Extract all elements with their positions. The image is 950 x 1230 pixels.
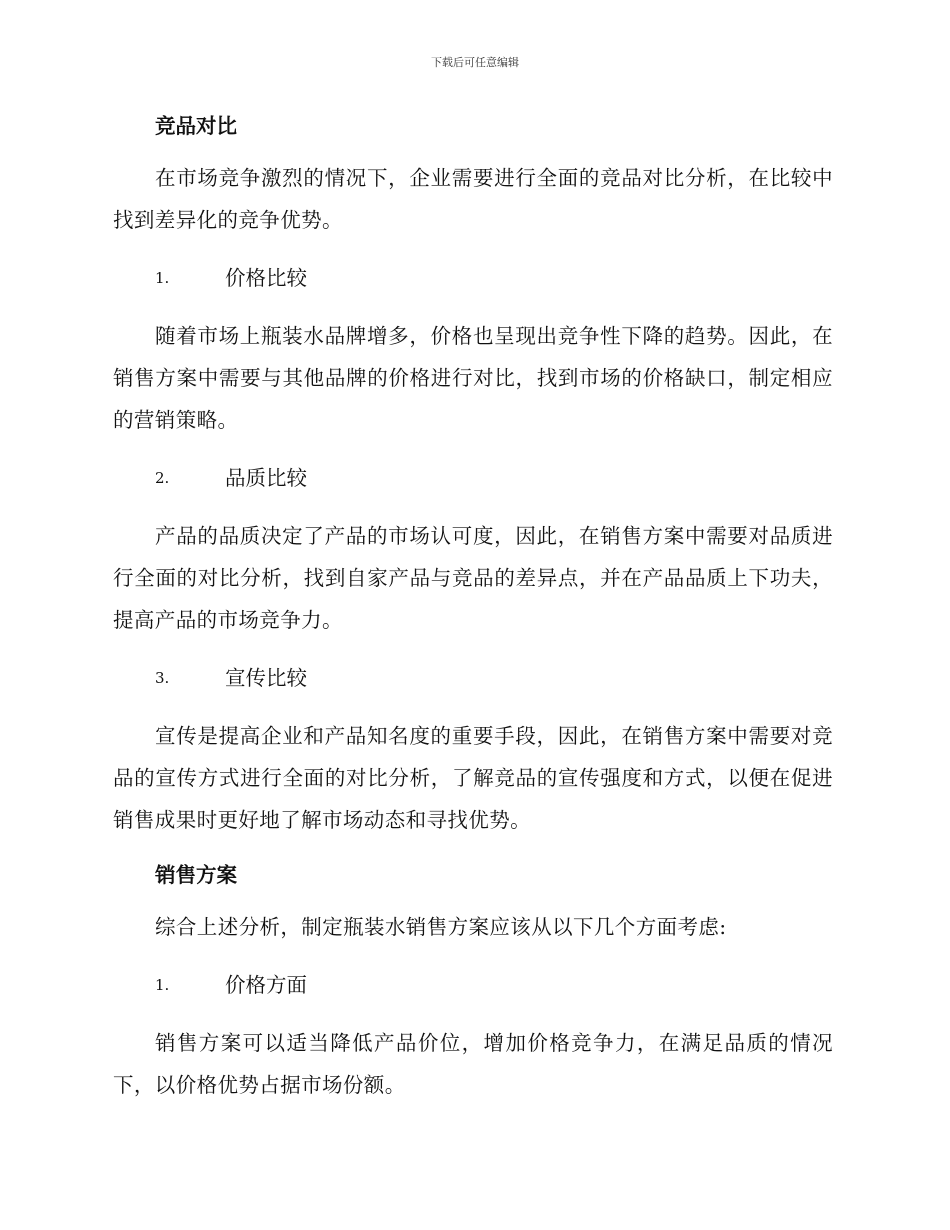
- list-item-price-compare: [113, 257, 833, 299]
- page-header: 下载后可任意编辑: [431, 56, 519, 69]
- list-number: 2.: [155, 469, 170, 487]
- section-heading-compare: 竞品对比: [155, 114, 237, 138]
- list-number: 1.: [155, 269, 170, 287]
- list-label: 价格方面: [225, 973, 307, 997]
- promotion-compare-paragraph: 宣传是提高企业和产品知名度的重要手段，因此，在销售方案中需要对竞品的宣传方式进行全面的对比分析，了解竞品的宣传强度和方式，以便在促进销售成果时更好地了解市场动态和寻找优势。: [113, 724, 833, 832]
- compare-intro-paragraph: 在市场竞争激烈的情况下，企业需要进行全面的竞品对比分析，在比较中找到差异化的竞争优势。: [113, 166, 833, 232]
- plan-intro-paragraph: 综合上述分析，制定瓶装水销售方案应该从以下几个方面考虑:: [155, 915, 727, 939]
- list-label: 价格比较: [225, 266, 307, 290]
- list-item-promotion-compare: [113, 657, 833, 699]
- list-item-price-aspect: [113, 964, 833, 1006]
- list-label: 宣传比较: [225, 666, 307, 690]
- price-aspect-paragraph: 销售方案可以适当降低产品价位，增加价格竞争力，在满足品质的情况下，以价格优势占据市场份额。: [113, 1031, 833, 1097]
- price-compare-paragraph: 随着市场上瓶装水品牌增多，价格也呈现出竞争性下降的趋势。因此，在销售方案中需要与其他品牌的价格进行对比，找到市场的价格缺口，制定相应的营销策略。: [113, 324, 833, 432]
- list-number: 3.: [155, 669, 170, 687]
- list-item-quality-compare: [113, 457, 833, 499]
- quality-compare-paragraph: 产品的品质决定了产品的市场认可度，因此，在销售方案中需要对品质进行全面的对比分析，找到自家产品与竞品的差异点，并在产品品质上下功夫，提高产品的市场竞争力。: [113, 524, 833, 632]
- list-number: 1.: [155, 976, 170, 994]
- list-label: 品质比较: [225, 466, 307, 490]
- section-heading-plan: 销售方案: [155, 863, 237, 887]
- document-body: [113, 108, 833, 1106]
